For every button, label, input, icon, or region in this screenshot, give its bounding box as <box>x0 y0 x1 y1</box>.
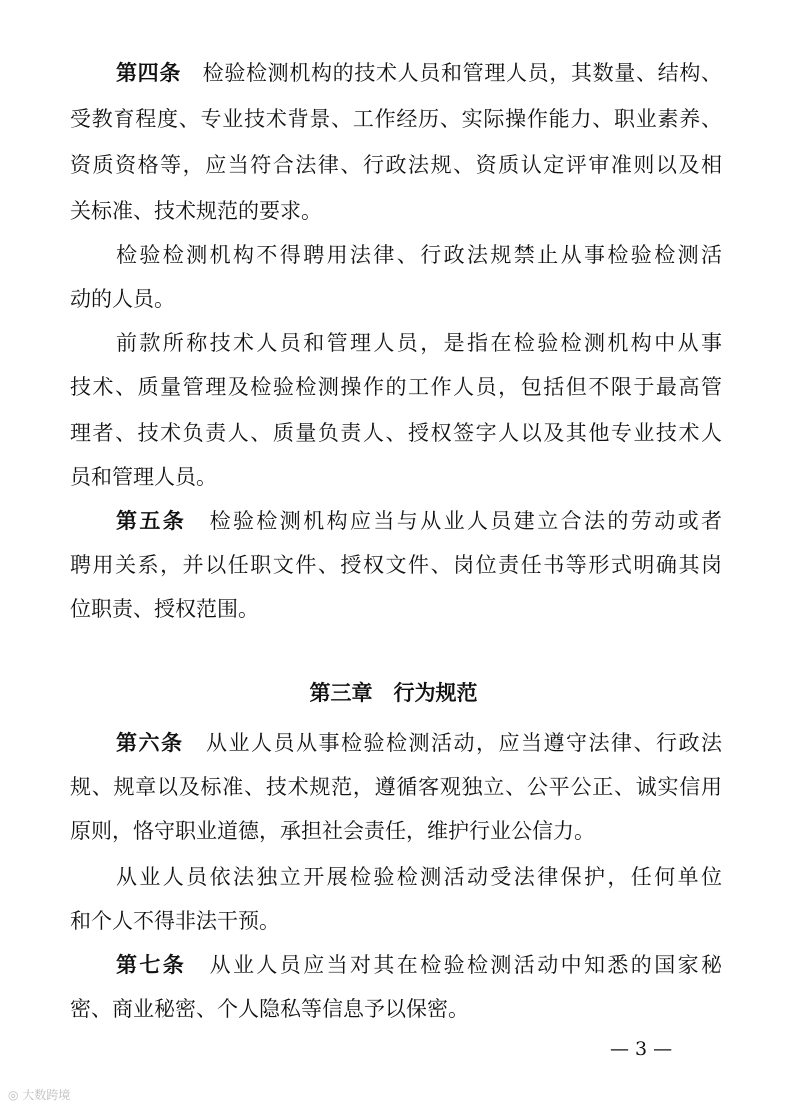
article4-line-2: 受教育程度、专业技术背景、工作经历、实际操作能力、职业素养、 <box>70 107 722 131</box>
article5-line-2: 聘用关系，并以任职文件、授权文件、岗位责任书等形式明确其岗 <box>70 553 722 577</box>
article6-line-1 <box>116 728 722 758</box>
article5-line-1 <box>116 506 722 536</box>
article7-label: 第七条 <box>116 953 187 977</box>
watermark-text: 大数跨境 <box>22 1088 71 1102</box>
article4-para2-line-1: 检验检测机构不得聘用法律、行政法规禁止从事检验检测活 <box>116 243 722 267</box>
article6-para2-line-1: 从业人员依法独立开展检验检测活动受法律保护，任何单位 <box>116 865 722 889</box>
chapter-heading: 第三章 行为规范 <box>309 681 478 705</box>
article4-para3-line-1: 前款所称技术人员和管理人员，是指在检验检测机构中从事 <box>116 331 722 355</box>
article4-para3-line-2: 技术、质量管理及检验检测操作的工作人员，包括但不限于最高管 <box>70 375 722 399</box>
article4-label: 第四条 <box>116 61 181 85</box>
watermark-logo-icon: ◎ <box>8 1088 23 1102</box>
article6-line-2: 规、规章以及标准、技术规范，遵循客观独立、公平公正、诚实信用 <box>70 775 722 799</box>
article7-line-1 <box>116 950 722 980</box>
article5-text-1: 检验检测机构应当与从业人员建立合法的劳动或者 <box>209 509 723 533</box>
article4-para3-line-3: 理者、技术负责人、质量负责人、授权签字人以及其他专业技术人 <box>70 421 722 445</box>
article5-line-3: 位职责、授权范围。 <box>70 597 259 621</box>
article4-para3-line-4: 员和管理人员。 <box>70 465 217 489</box>
article6-line-3: 原则，恪守职业道德，承担社会责任，维护行业公信力。 <box>70 819 595 843</box>
article6-para2-line-2: 和个人不得非法干预。 <box>70 909 280 933</box>
article7-text-1: 从业人员应当对其在检验检测活动中知悉的国家秘 <box>209 953 723 977</box>
article4-line-1 <box>116 58 722 88</box>
article6-text-1: 从业人员从事检验检测活动，应当遵守法律、行政法 <box>206 731 722 755</box>
page-number: — 3 — <box>610 1038 673 1060</box>
article7-line-2: 密、商业秘密、个人隐私等信息予以保密。 <box>70 997 469 1021</box>
article4-line-4: 关标准、技术规范的要求。 <box>70 199 322 223</box>
article4-text-1: 检验检测机构的技术人员和管理人员，其数量、结构、 <box>202 61 723 85</box>
article6-label: 第六条 <box>116 731 184 755</box>
watermark <box>8 1086 70 1104</box>
article4-para2-line-2: 动的人员。 <box>70 287 175 311</box>
article4-line-3: 资质资格等，应当符合法律、行政法规、资质认定评审准则以及相 <box>70 153 722 177</box>
article5-label: 第五条 <box>116 509 187 533</box>
